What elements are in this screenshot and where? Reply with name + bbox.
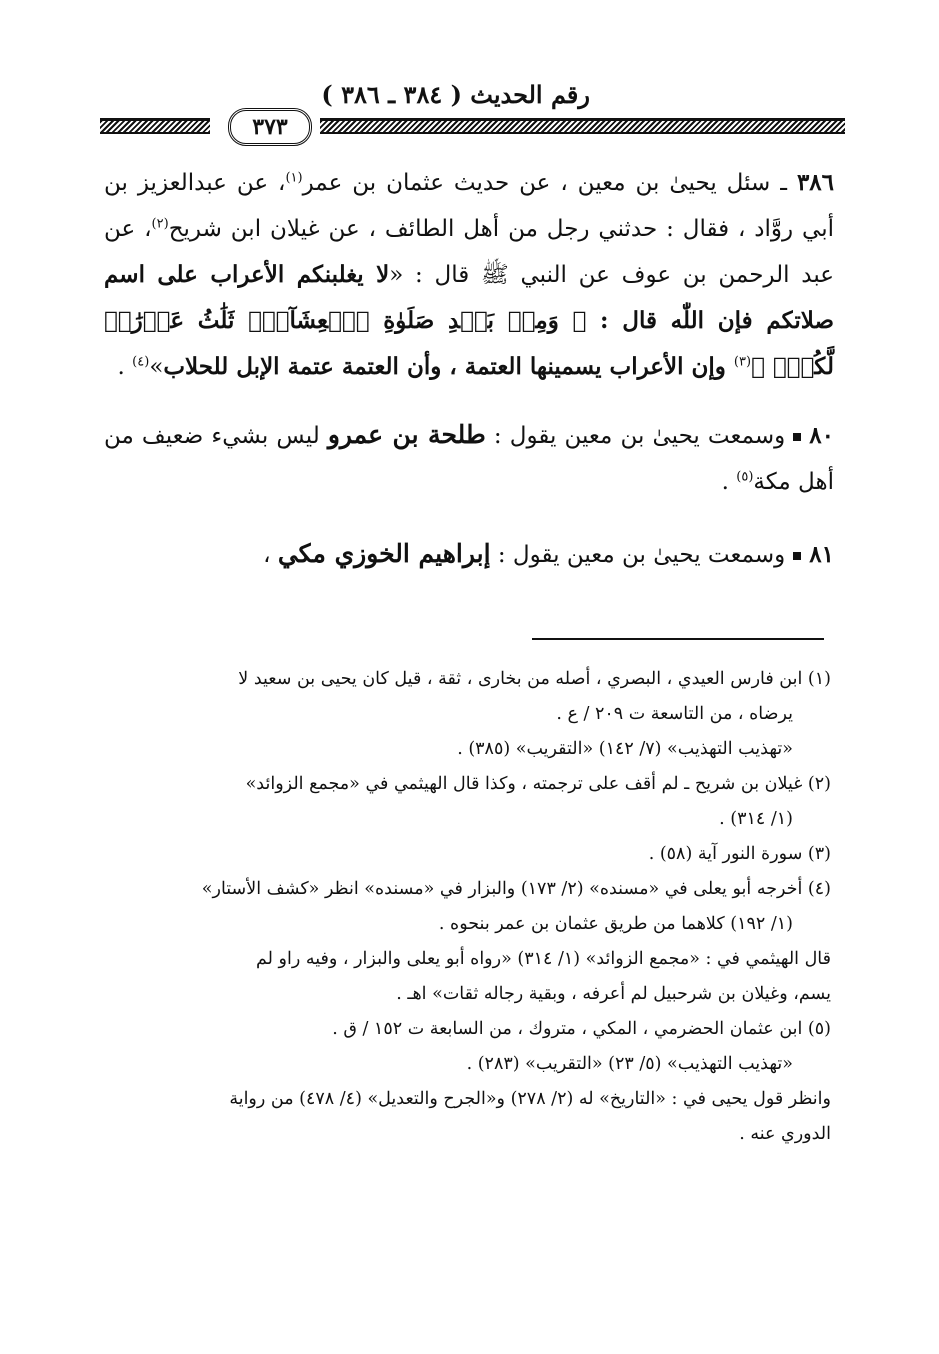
footnote-5-line: (٥) ابن عثمان الحضرمي ، المكي ، متروك ، من السابعة ت ١٥٢ / ق . <box>332 1019 831 1039</box>
text-run: ، عن عبدالعزيز بن أبي روَّاد ، فقال : حدثني رجل من أهل الطائف ، عن غيلان ابن شريح <box>104 170 834 242</box>
footnote-1-line: «تهذيب التهذيب» (٧/ ١٤٢) «التقريب» (٣٨٥) . <box>457 739 793 759</box>
entry-386 <box>104 160 834 390</box>
text-run: ليس بشيء ضعيف من أهل مكة <box>104 423 834 495</box>
text-run: » <box>149 354 164 380</box>
footnote-4-line: يسم، وغيلان بن شرحبيل لم أعرفه ، وبقية رجاله ثقات» اهـ . <box>396 984 831 1004</box>
footnote-1-line: يرضاه ، من التاسعة ت ٢٠٩ / ع . <box>556 704 793 724</box>
footnote-ref: (٤) <box>132 354 150 370</box>
text-run: وسمعت يحيىٰ بن معين يقول : <box>490 542 786 568</box>
footnote-2-line: (٢) غيلان بن شريح ـ لم أقف على ترجمته ، وكذا قال الهيثمي في «مجمع الزوائد» <box>245 774 831 794</box>
narrator-name: إبراهيم الخوزي مكي <box>277 539 491 568</box>
footnote-2-line: (١/ ٣١٤) . <box>719 809 793 829</box>
square-bullet-icon <box>793 552 801 560</box>
narrator-name: طلحة بن عمرو <box>327 420 486 449</box>
footnote-4-line: (٤) أخرجه أبو يعلى في «مسنده» (٢/ ١٧٣) والبزار في «مسنده» انظر «كشف الأستار» <box>201 879 831 899</box>
text-run: ، <box>263 542 278 568</box>
footnote-5-line: «تهذيب التهذيب» (٥/ ٢٣) «التقريب» (٢٨٣) . <box>466 1054 793 1074</box>
text-run: . <box>721 469 737 495</box>
page-header <box>100 74 845 144</box>
square-bullet-icon <box>793 433 801 441</box>
footnote-3-line: (٣) سورة النور آية (٥٨) . <box>648 844 831 864</box>
footnotes <box>101 662 831 1152</box>
running-title: رقم الحديث ( ٣٨٤ ـ ٣٨٦ ) <box>321 80 590 109</box>
footnote-1-line: (١) ابن فارس العيدي ، البصري ، أصله من بخارى ، ثقة ، قيل كان يحيى بن سعيد لا <box>238 669 831 689</box>
entry-number: ٣٨٦ <box>796 169 834 196</box>
entry-81 <box>104 531 834 578</box>
footnote-5-line: وانظر قول يحيى في : «التاريخ» له (٢/ ٢٧٨) و«الجرح والتعديل» (٤/ ٤٧٨) من رواية <box>229 1089 831 1109</box>
footnote-separator <box>532 638 824 640</box>
header-ornament-rule-left <box>100 118 210 134</box>
footnote-ref: (١) <box>285 170 303 186</box>
footnote-4-line: قال الهيثمي في : «مجمع الزوائد» (١/ ٣١٤) «رواه أبو يعلى والبزار ، وفيه راو لم <box>255 949 831 969</box>
footnote-ref: (٢) <box>151 216 169 232</box>
text-run: ، عن عبد الرحمن بن عوف عن النبي ﷺ قال : « <box>104 216 834 288</box>
footnote-4-line: (١/ ١٩٢) كلاهما من طريق عثمان بن عمر بنحوه . <box>438 914 793 934</box>
footnote-ref: (٣) <box>733 354 752 370</box>
page-number: ٣٧٣ <box>228 108 312 146</box>
footnote-ref: (٥) <box>736 469 754 485</box>
entry-number: ٨٠ <box>809 422 834 449</box>
main-text <box>104 160 834 578</box>
hadith-text: لا يغلبنكم الأعراب على اسم صلاتكم فإن اللّٰه قال : ﴿ وَمِنۢ بَعۡدِ صَلَوٰةِ ٱلۡعِشَآءِۚ ثَلَٰثُ عَوۡرَٰتٖ لَّكُمۡۚ ﴾ <box>104 261 834 380</box>
entry-number: ٨١ <box>809 541 834 568</box>
text-run: . <box>117 354 133 380</box>
hadith-text: وإن الأعراب يسمينها العتمة ، وأن العتمة عتمة الإبل للحلاب <box>163 353 734 380</box>
header-ornament-rule-right <box>320 118 845 134</box>
footnote-5-line: الدوري عنه . <box>739 1124 831 1144</box>
text-run: وسمعت يحيىٰ بن معين يقول : <box>485 423 786 449</box>
text-run: ـ سئل يحيىٰ بن معين ، عن حديث عثمان بن عمر <box>302 170 797 196</box>
entry-80 <box>104 412 834 505</box>
